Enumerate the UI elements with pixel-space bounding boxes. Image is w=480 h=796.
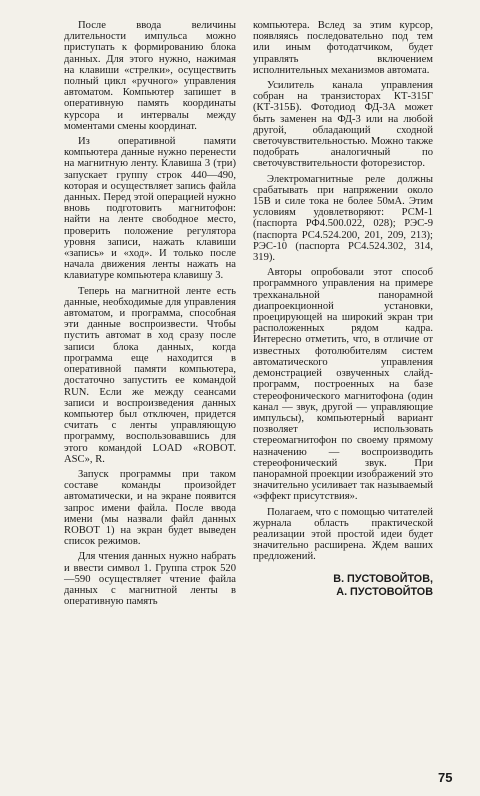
author-name: В. ПУСТОВОЙТОВ, bbox=[333, 572, 433, 585]
left-column bbox=[64, 20, 236, 611]
paragraph: Из оперативной памяти компьютера данные нужно перенести на магнитную ленту. Клавиша 3 (три) запускает группу строк 440—490, которая и осуществляет запись файла данных. Перед этой операцией нужно вновь подготовить магнитофон: найти на ленте свободное место, проверить положение регулятора уровня записи, нажать клавиши «запись» и «ход». И только после начала движения ленты нажать на клавиатуре компьютера клавишу 3. bbox=[64, 136, 236, 282]
paragraph: Авторы опробовали этот способ программного управления на примере трехканальной панорамной диапроекционной установки, проецирующей на широкий экран три расположенных рядом кадра. Интересно отметить, что, в отличие от известных фотолюбителям систем автоматического управления демонстрацией озвученных слайд-программ, построенных на базе стереофонического магнитофона (один канал — звук, другой — управляющие импульсы), компьютерный вариант позволяет использовать стереомагнитофон по своему прямому назначению — воспроизводить стереофонический звук. При панорамной проекции изображений это значительно усиливает так называемый «эффект присутствия». bbox=[253, 267, 433, 503]
paragraph: Запуск программы при таком составе команды произойдет автоматически, и на экране появится запрос имени файла. После ввода имени (мы назвали файл данных ROBOT 1) на экран будет выведен список режимов. bbox=[64, 468, 236, 548]
paragraph: Теперь на магнитной ленте есть данные, необходимые для управления автоматом, и программа, способная эти данные воспроизвести. Чтобы пустить автомат в ход сразу после записи блока данных, когда программа еще находится в оперативной памяти компьютера, достаточно запустить ее командой RUN. Если же между сеансами записи и воспроизведения данных компьютер был отключен, придется считать с ленты управляющую программу, воспользовавшись для этого командой LOAD «ROBOT. ASC», R. bbox=[64, 285, 236, 465]
author-name: А. ПУСТОВОЙТОВ bbox=[336, 585, 433, 598]
author-signature bbox=[253, 573, 433, 599]
paragraph: компьютера. Вслед за этим курсор, появляясь последовательно под тем или иным фотодатчиком, будет управлять включением исполнительных механизмов автомата. bbox=[253, 20, 433, 76]
paragraph: После ввода величины длительности импульса можно приступать к формированию блока данных. Для этого нужно, нажимая на клавиши «стрелки», осуществить полный цикл «ручного» управления автоматом. Компьютер запишет в оперативную память координаты курсора и интервалы между моментами смены координат. bbox=[64, 20, 236, 132]
paragraph: Электромагнитные реле должны срабатывать при напряжении около 15В и силе тока не более 50мА. Этим условиям удовлетворяют: РСМ-1 (паспорта РФ4.500.022, 028); РЭС-9 (паспорта РС4.524.200, 201, 209, 213); РЭС-10 (паспорта РС4.524.302, 314, 319). bbox=[253, 173, 433, 264]
page-number: 75 bbox=[438, 770, 453, 785]
right-column bbox=[253, 20, 433, 599]
paragraph: Усилитель канала управления собран на транзисторах КТ-315Г (КТ-315Б). Фотодиод ФД-3А может быть заменен на ФД-3 или на любой другой, обладающий сходной светочувствительностью. Можно также подобрать аналогичный по светочувствительности фоторезистор. bbox=[253, 80, 433, 170]
paragraph: Для чтения данных нужно набрать и ввести символ 1. Группа строк 520—590 осуществляет чтение файла данных с магнитной ленты в оперативную память bbox=[64, 551, 236, 608]
paragraph: Полагаем, что с помощью читателей журнала область практической реализации этой простой идеи будет значительно расширена. Ждем ваших предложений. bbox=[253, 506, 433, 563]
